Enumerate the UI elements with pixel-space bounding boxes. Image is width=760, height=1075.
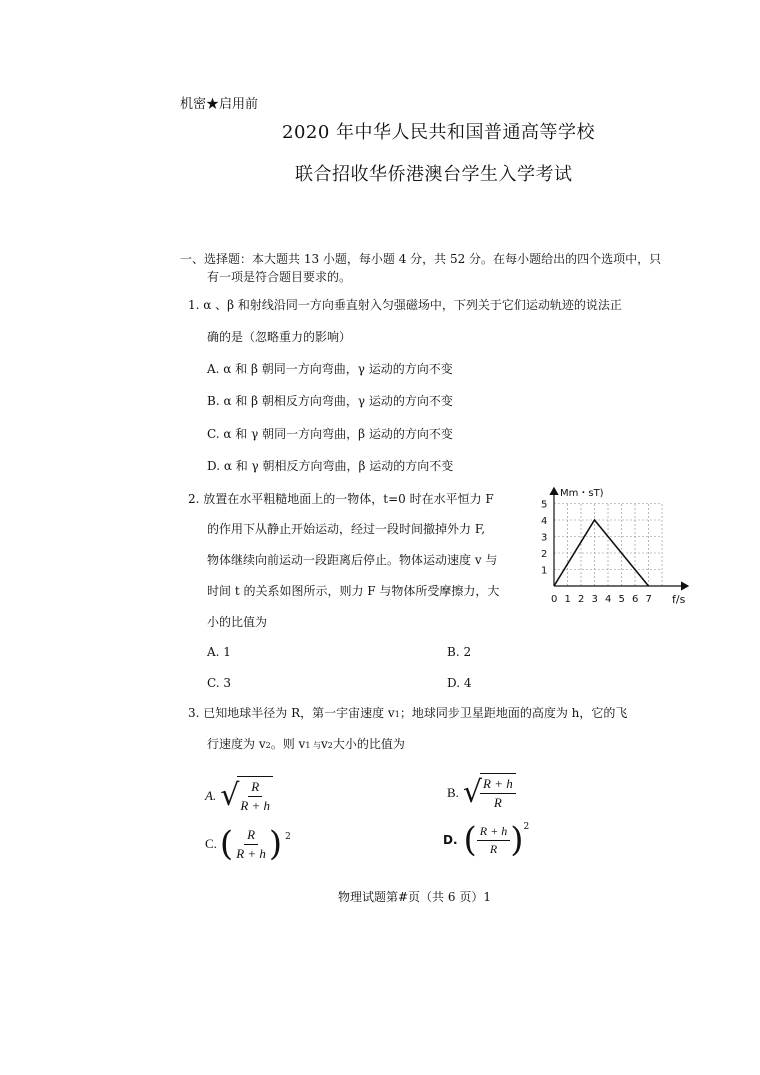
- q3-stem-line1: [188, 704, 627, 721]
- q3-option-a: [205, 776, 273, 816]
- x-tick-label: 7: [645, 594, 652, 605]
- q3-sub-2: 2: [265, 741, 271, 750]
- q3-option-b-den: R: [493, 795, 502, 810]
- q3-option-d-exp: 2: [523, 822, 530, 832]
- x-tick-label: 1: [564, 594, 571, 605]
- x-axis-label: f/s: [672, 593, 686, 606]
- left-paren: (: [219, 824, 234, 864]
- page-footer: 物理试题第#页（共 6 页）1: [338, 890, 491, 904]
- right-paren: ): [268, 824, 283, 864]
- q3-option-b-label: B.: [447, 785, 459, 800]
- y-tick-label: 2: [541, 549, 548, 560]
- exam-title-line2: 联合招收华侨港澳台学生入学考试: [295, 164, 573, 185]
- q3-stem-text-1b: ；地球同步卫星距地面的高度为 h，它的飞: [399, 706, 628, 720]
- q2-option-a: A. 1: [207, 645, 231, 659]
- section-instructions-line1: 一、选择题：本大题共 13 小题，每小题 4 分，共 52 分。在每小题给出的四个选项中，只: [180, 252, 662, 266]
- sqrt-symbol: √ $\frac{R}{R + h}$: [220, 776, 273, 816]
- secret-mark: 机密★启用前: [180, 97, 259, 112]
- q3-sub-1: 1: [394, 710, 400, 719]
- q3-option-c-exp: 2: [285, 832, 291, 842]
- x-tick-label: 2: [578, 594, 585, 605]
- y-axis-label: Mm・sT): [560, 488, 604, 499]
- q2-option-c: C. 3: [207, 676, 232, 690]
- q2-stem-line1: 2. 放置在水平粗糙地面上的一物体，t=0 时在水平恒力 F: [188, 492, 494, 506]
- q3-stem-text-2b: 。则 v: [270, 737, 306, 751]
- y-tick-label: 3: [541, 532, 548, 544]
- q2-stem-line5: 小的比值为: [207, 615, 268, 629]
- q3-option-c-fraction: [233, 827, 269, 862]
- q1-option-c: C. α 和 γ 朝同一方向弯曲，β 运动的方向不变: [207, 427, 453, 441]
- q3-option-d-fraction: [477, 824, 510, 857]
- q3-option-a-label: A.: [205, 788, 217, 803]
- right-paren: ): [510, 820, 524, 860]
- q2-option-d: D. 4: [447, 676, 472, 690]
- y-tick-label: 1: [541, 565, 548, 577]
- q3-stem-text-2a: 行速度为 v: [207, 737, 266, 751]
- exam-title-line1: 2020 年中华人民共和国普通高等学校: [282, 122, 596, 143]
- q3-stem-text-2c: v: [320, 737, 328, 751]
- velocity-time-chart: [530, 480, 700, 615]
- q1-stem-line1: 1. α 、β 和射线沿同一方向垂直射入匀强磁场中，下列关于它们运动轨迹的说法正: [188, 298, 622, 312]
- q3-stem-text-2d: 大小的比值为: [332, 737, 405, 751]
- q3-option-c-num: R: [244, 827, 258, 845]
- q2-option-b: B. 2: [447, 645, 472, 659]
- x-tick-label: 0: [551, 594, 558, 605]
- q3-option-c: [205, 824, 291, 864]
- q3-option-a-den: R + h: [240, 798, 271, 813]
- q1-option-a: A. α 和 β 朝同一方向弯曲，γ 运动的方向不变: [207, 362, 453, 376]
- q3-option-b: [447, 773, 516, 813]
- x-tick-label: 5: [618, 594, 625, 605]
- q3-option-c-den: R + h: [236, 845, 266, 861]
- section-instructions-line2: 有一项是符合题目要求的。: [207, 270, 352, 284]
- q1-option-d: D. α 和 γ 朝相反方向弯曲，β 运动的方向不变: [207, 459, 454, 473]
- x-tick-label: 6: [632, 594, 639, 605]
- q3-option-d-den: R: [489, 841, 498, 856]
- q3-option-c-label: C.: [205, 836, 217, 851]
- q3-sub-3: 1 与: [305, 741, 321, 750]
- q1-stem-line2: 确的是（忽略重力的影响）: [207, 330, 352, 344]
- left-paren: (: [463, 820, 477, 860]
- y-tick-label: 4: [541, 516, 548, 527]
- sqrt-symbol: √ $\frac{R + h}{R}$: [463, 773, 516, 813]
- q3-stem-text-1: 3. 已知地球半径为 R，第一宇宙速度 v: [188, 706, 395, 720]
- q3-option-b-num: R + h: [480, 776, 516, 794]
- q3-option-d: [443, 820, 529, 860]
- q1-option-b: B. α 和 β 朝相反方向弯曲，γ 运动的方向不变: [207, 394, 453, 408]
- x-tick-label: 3: [591, 594, 598, 605]
- q3-option-d-num: R + h: [477, 824, 510, 841]
- q2-stem-line2: 的作用下从静止开始运动，经过一段时间撤掉外力 F,: [207, 522, 486, 536]
- q2-stem-line4: 时间 t 的关系如图所示，则力 F 与物体所受摩擦力，大: [207, 584, 500, 598]
- y-tick-label: 5: [541, 499, 548, 511]
- q3-sub-4: 2: [327, 741, 333, 750]
- q3-option-d-label: D.: [443, 833, 458, 847]
- x-tick-label: 4: [605, 594, 612, 605]
- q3-option-a-num: R: [248, 779, 262, 797]
- q2-stem-line3: 物体继续向前运动一段距离后停止。物体运动速度 v 与: [207, 553, 498, 567]
- q3-option-a-fraction: [237, 779, 273, 816]
- q3-stem-line2: [207, 735, 405, 752]
- q3-option-b-fraction: [480, 776, 516, 813]
